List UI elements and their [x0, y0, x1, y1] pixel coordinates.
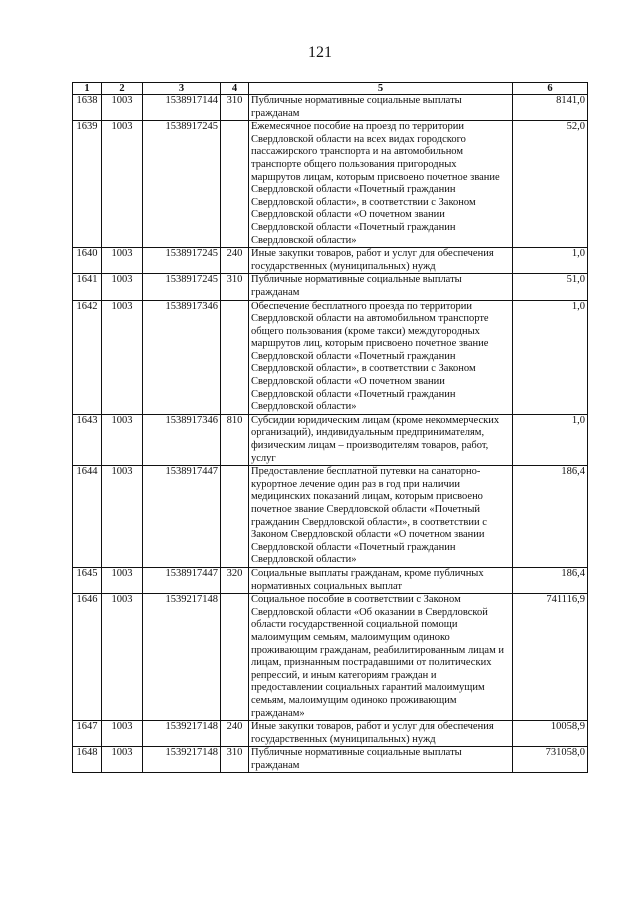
section-code: 1003: [102, 466, 143, 568]
item-name: Иные закупки товаров, работ и услуг для обеспечения государственных (муниципальных) нужд: [249, 721, 513, 747]
item-name: Ежемесячное пособие на проезд по территории Свердловской области на всех видах городского пассажирского транспорта и на автомобильном транспорте общего пользования пригородных маршрутов лицам, которым присвоено почетное звание Свердловской области «Почетный гражданин Свердловской области», в соответствии с Законом Свердловской области «О почетном звании Свердловской области «Почетный гражданин Свердловской области»: [249, 121, 513, 248]
row-number: 1641: [73, 274, 102, 300]
expense-type-code: 310: [221, 274, 249, 300]
row-number: 1647: [73, 721, 102, 747]
expense-type-code: [221, 466, 249, 568]
section-code: 1003: [102, 95, 143, 121]
expense-type-code: 310: [221, 747, 249, 773]
expense-type-code: 810: [221, 414, 249, 465]
expense-type-code: [221, 300, 249, 414]
expense-type-code: [221, 121, 249, 248]
amount: 8141,0: [513, 95, 588, 121]
section-code: 1003: [102, 721, 143, 747]
amount: 1,0: [513, 414, 588, 465]
section-code: 1003: [102, 594, 143, 721]
target-article-code: 1538917245: [143, 274, 221, 300]
item-name: Социальное пособие в соответствии с Законом Свердловской области «Об оказании в Свердловской области государственной социальной помощи малоимущим семьям, малоимущим одиноко проживающим гражданам, реабилитированным лицам и лицам, признанным пострадавшими от политических репрессий, и иным категориям граждан и предоставлении социальных гарантий малоимущим семьям, малоимущим одиноко проживающим гражданам»: [249, 594, 513, 721]
section-code: 1003: [102, 121, 143, 248]
target-article-code: 1538917245: [143, 248, 221, 274]
amount: 186,4: [513, 466, 588, 568]
target-article-code: 1539217148: [143, 594, 221, 721]
page-number: 121: [308, 44, 332, 61]
table-row: [73, 466, 588, 568]
item-name: Социальные выплаты гражданам, кроме публичных нормативных социальных выплат: [249, 567, 513, 593]
target-article-code: 1539217148: [143, 721, 221, 747]
table-row: [73, 300, 588, 414]
row-number: 1643: [73, 414, 102, 465]
target-article-code: 1538917447: [143, 567, 221, 593]
target-article-code: 1538917346: [143, 414, 221, 465]
amount: 52,0: [513, 121, 588, 248]
table-body: [73, 95, 588, 773]
row-number: 1648: [73, 747, 102, 773]
amount: 51,0: [513, 274, 588, 300]
table-row: [73, 414, 588, 465]
expense-type-code: 240: [221, 721, 249, 747]
target-article-code: 1538917447: [143, 466, 221, 568]
amount: 10058,9: [513, 721, 588, 747]
item-name: Субсидии юридическим лицам (кроме некоммерческих организаций), индивидуальным предпринимателям, физическим лицам – производителям товаров, работ, услуг: [249, 414, 513, 465]
row-number: 1645: [73, 567, 102, 593]
item-name: Предоставление бесплатной путевки на санаторно- курортное лечение один раз в год при наличии медицинских показаний лицам, которым присвоено почетное звание Свердловской области «Почетный гражданин Свердловской области», в соответствии с Законом Свердловской области «О почетном звании Свердловской области «Почетный гражданин Свердловской области»: [249, 466, 513, 568]
item-name: Публичные нормативные социальные выплаты гражданам: [249, 274, 513, 300]
row-number: 1642: [73, 300, 102, 414]
table-row: [73, 721, 588, 747]
table-row: [73, 594, 588, 721]
section-code: 1003: [102, 747, 143, 773]
amount: 741116,9: [513, 594, 588, 721]
row-number: 1640: [73, 248, 102, 274]
column-header: 5: [249, 83, 513, 95]
expense-type-code: [221, 594, 249, 721]
target-article-code: 1538917245: [143, 121, 221, 248]
column-header: 3: [143, 83, 221, 95]
section-code: 1003: [102, 300, 143, 414]
section-code: 1003: [102, 567, 143, 593]
row-number: 1638: [73, 95, 102, 121]
column-header: 4: [221, 83, 249, 95]
budget-table: [72, 82, 588, 773]
header-row: [73, 83, 588, 95]
section-code: 1003: [102, 414, 143, 465]
item-name: Иные закупки товаров, работ и услуг для обеспечения государственных (муниципальных) нужд: [249, 248, 513, 274]
table-row: [73, 274, 588, 300]
section-code: 1003: [102, 274, 143, 300]
expense-type-code: 240: [221, 248, 249, 274]
column-header: 6: [513, 83, 588, 95]
row-number: 1639: [73, 121, 102, 248]
section-code: 1003: [102, 248, 143, 274]
amount: 186,4: [513, 567, 588, 593]
row-number: 1644: [73, 466, 102, 568]
expense-type-code: 310: [221, 95, 249, 121]
table-row: [73, 747, 588, 773]
table-row: [73, 121, 588, 248]
table-row: [73, 248, 588, 274]
row-number: 1646: [73, 594, 102, 721]
amount: 1,0: [513, 300, 588, 414]
column-header: 1: [73, 83, 102, 95]
column-header: 2: [102, 83, 143, 95]
item-name: Публичные нормативные социальные выплаты гражданам: [249, 747, 513, 773]
item-name: Обеспечение бесплатного проезда по территории Свердловской области на автомобильном транспорте общего пользования (кроме такси) междугородных маршрутов лиц, которым присвоено почетное звание Свердловской области «Почетный гражданин Свердловской области», в соответствии с Законом Свердловской области «О почетном звании Свердловской области «Почетный гражданин Свердловской области»: [249, 300, 513, 414]
expense-type-code: 320: [221, 567, 249, 593]
table-row: [73, 95, 588, 121]
amount: 1,0: [513, 248, 588, 274]
table-row: [73, 567, 588, 593]
target-article-code: 1539217148: [143, 747, 221, 773]
item-name: Публичные нормативные социальные выплаты гражданам: [249, 95, 513, 121]
target-article-code: 1538917144: [143, 95, 221, 121]
target-article-code: 1538917346: [143, 300, 221, 414]
amount: 731058,0: [513, 747, 588, 773]
